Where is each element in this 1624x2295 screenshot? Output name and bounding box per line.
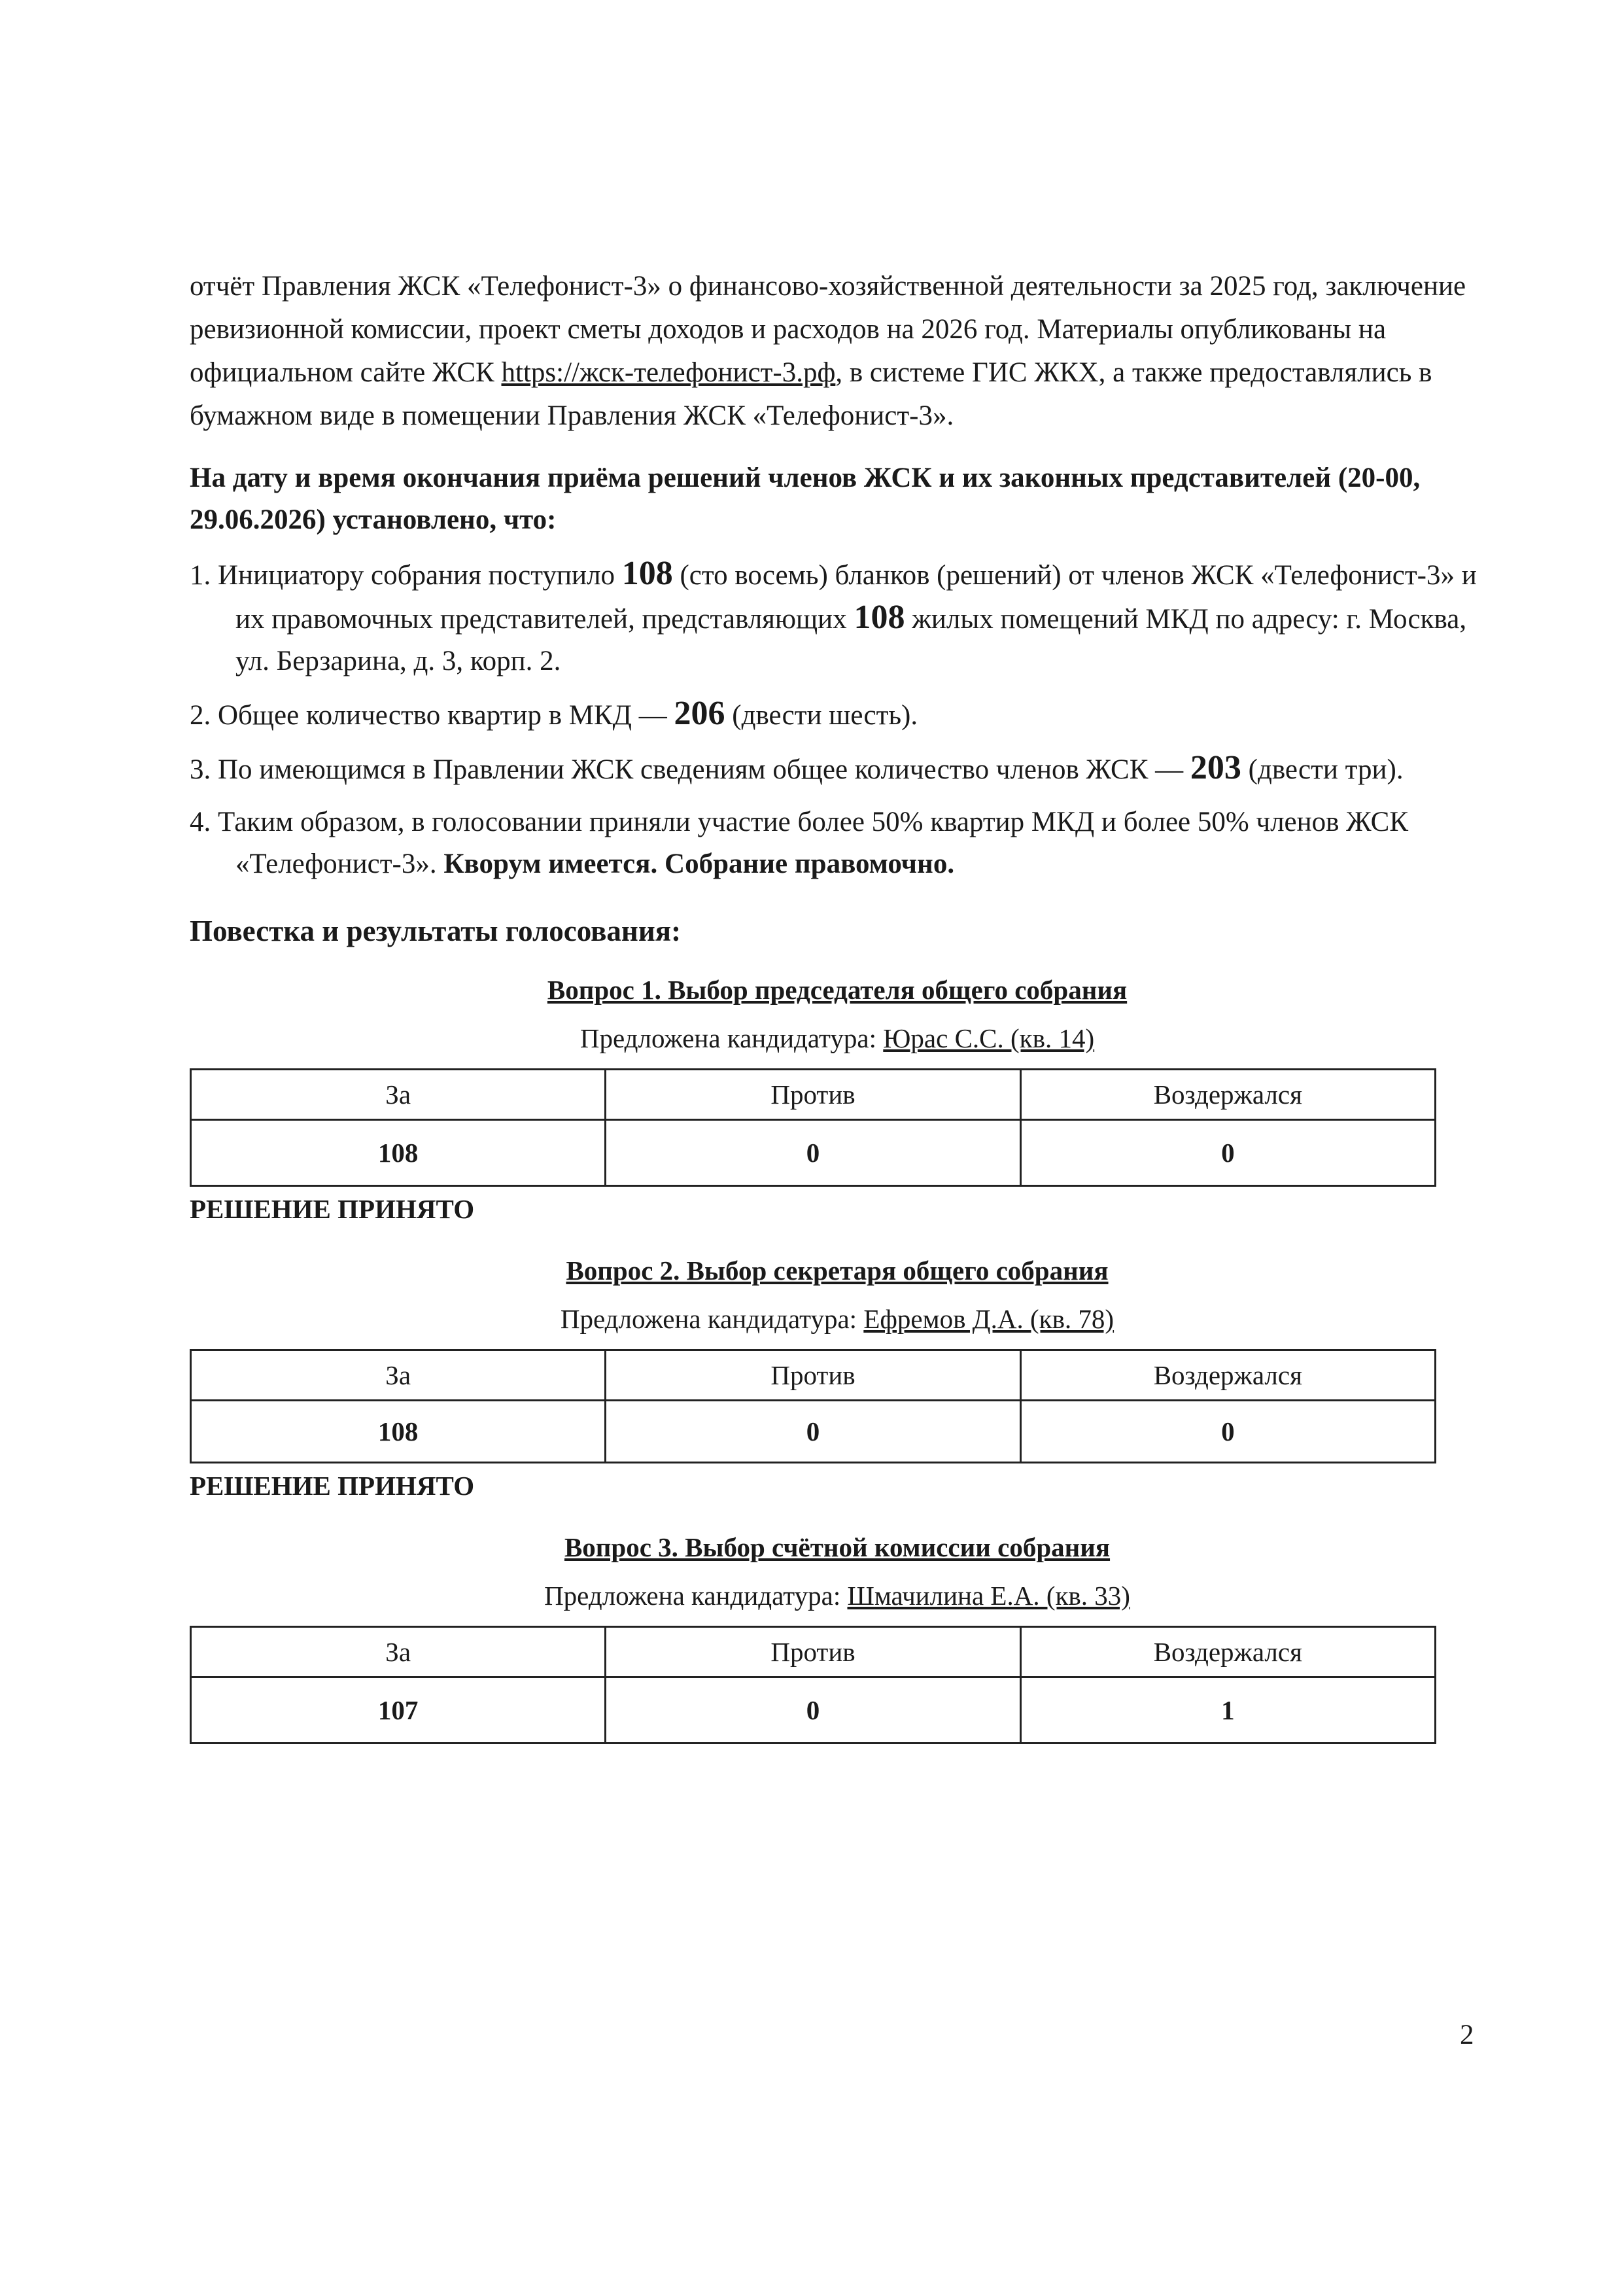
- fact-number: 4.: [190, 807, 211, 837]
- fact-text: Инициатору собрания поступило: [218, 560, 622, 591]
- candidate-label: Предложена кандидатура:: [579, 1023, 884, 1053]
- header-abstain: Воздержался: [1020, 1070, 1435, 1120]
- value-for: 108: [191, 1120, 606, 1186]
- agenda-title: Повестка и результаты голосования:: [190, 915, 682, 947]
- votes-values-row: [191, 1677, 1436, 1743]
- fact-number: 3.: [190, 754, 211, 785]
- question-1-votes-table: [190, 1068, 1436, 1187]
- value-against: 0: [606, 1677, 1020, 1743]
- fact-item-1: [190, 553, 1485, 682]
- fact-item-4: [190, 801, 1485, 885]
- votes-values-row: [191, 1120, 1436, 1186]
- fact-text: Таким образом, в голосовании приняли участие более 50% квартир МКД и более 50% членов ЖСК «Телефонист-3».: [218, 807, 1409, 879]
- quorum-statement: Кворум имеется. Собрание правомочно.: [443, 849, 955, 879]
- intro-text-end: , в системе ГИС ЖКХ, а также предоставлялись в бумажном виде в помещении Правления ЖСК «Телефонист-3».: [190, 357, 1432, 431]
- header-for: За: [191, 1627, 606, 1677]
- value-abstain: 0: [1020, 1401, 1435, 1463]
- page-number: 2: [1460, 2020, 1474, 2050]
- fact-number: 2.: [190, 700, 211, 731]
- fact-figure: 108: [854, 599, 905, 636]
- question-1-title: Вопрос 1. Выбор председателя общего собрания: [547, 975, 1128, 1005]
- value-for: 108: [191, 1401, 606, 1463]
- votes-header-row: [191, 1350, 1436, 1401]
- question-3-candidate: [190, 1580, 1485, 1611]
- value-against: 0: [606, 1401, 1020, 1463]
- fact-figure: 203: [1190, 749, 1241, 786]
- fact-item-2: [190, 693, 1485, 737]
- fact-number: 1.: [190, 560, 211, 591]
- statement-heading: На дату и время окончания приёма решений членов ЖСК и их законных представителей (20-00, 29.06.2026) установлено, что:: [190, 463, 1421, 535]
- question-3-votes-table: [190, 1626, 1436, 1744]
- fact-text: (двести шесть).: [725, 700, 918, 731]
- header-abstain: Воздержался: [1020, 1350, 1435, 1401]
- candidate-label: Предложена кандидатура:: [544, 1581, 848, 1611]
- question-3-title: Вопрос 3. Выбор счётной комиссии собрания: [564, 1532, 1111, 1562]
- intro-text-start: отчёт Правления ЖСК «Телефонист-3» о финансово-хозяйственной деятельности за 2025 год, заключение ревизионной комиссии, проект сметы доходов и расходов на 2026 год. Материалы опубликованы на официальном сайте ЖСК: [190, 271, 1466, 388]
- value-abstain: 0: [1020, 1120, 1435, 1186]
- site-link[interactable]: https://жск-телефонист-3.рф: [501, 357, 836, 388]
- fact-text: Общее количество квартир в МКД —: [218, 700, 674, 731]
- question-2-votes-table: [190, 1349, 1436, 1463]
- question-1-candidate: [190, 1023, 1485, 1054]
- intro-paragraph: [190, 265, 1485, 438]
- facts-list: [190, 553, 1485, 885]
- fact-text: По имеющимся в Правлении ЖСК сведениям общее количество членов ЖСК —: [218, 754, 1190, 785]
- header-against: Против: [606, 1070, 1020, 1120]
- votes-values-row: [191, 1401, 1436, 1463]
- fact-text: (сто восемь) бланков (решений) от членов ЖСК «Телефонист-3» и их правомочных представителей, представляющих: [235, 560, 1477, 635]
- value-for: 107: [191, 1677, 606, 1743]
- fact-text: (двести три).: [1241, 754, 1404, 785]
- page-content: [190, 265, 1485, 1744]
- question-2-decision: РЕШЕНИЕ ПРИНЯТО: [190, 1471, 475, 1501]
- question-1-decision: РЕШЕНИЕ ПРИНЯТО: [190, 1194, 475, 1224]
- header-for: За: [191, 1350, 606, 1401]
- question-2-title: Вопрос 2. Выбор секретаря общего собрания: [566, 1255, 1109, 1286]
- value-abstain: 1: [1020, 1677, 1435, 1743]
- header-for: За: [191, 1070, 606, 1120]
- fact-item-3: [190, 747, 1485, 791]
- question-2-candidate: [190, 1303, 1485, 1335]
- candidate-name: Шмачилина Е.А. (кв. 33): [847, 1581, 1130, 1611]
- header-abstain: Воздержался: [1020, 1627, 1435, 1677]
- votes-header-row: [191, 1627, 1436, 1677]
- value-against: 0: [606, 1120, 1020, 1186]
- candidate-label: Предложена кандидатура:: [560, 1304, 864, 1334]
- candidate-name: Юрас С.С. (кв. 14): [883, 1023, 1095, 1053]
- votes-header-row: [191, 1070, 1436, 1120]
- candidate-name: Ефремов Д.А. (кв. 78): [863, 1304, 1114, 1334]
- header-against: Против: [606, 1350, 1020, 1401]
- fact-figure: 206: [674, 695, 725, 732]
- fact-figure: 108: [621, 555, 673, 592]
- header-against: Против: [606, 1627, 1020, 1677]
- fact-text: жилых помещений МКД по адресу: г. Москва, ул. Берзарина, д. 3, корп. 2.: [235, 604, 1467, 676]
